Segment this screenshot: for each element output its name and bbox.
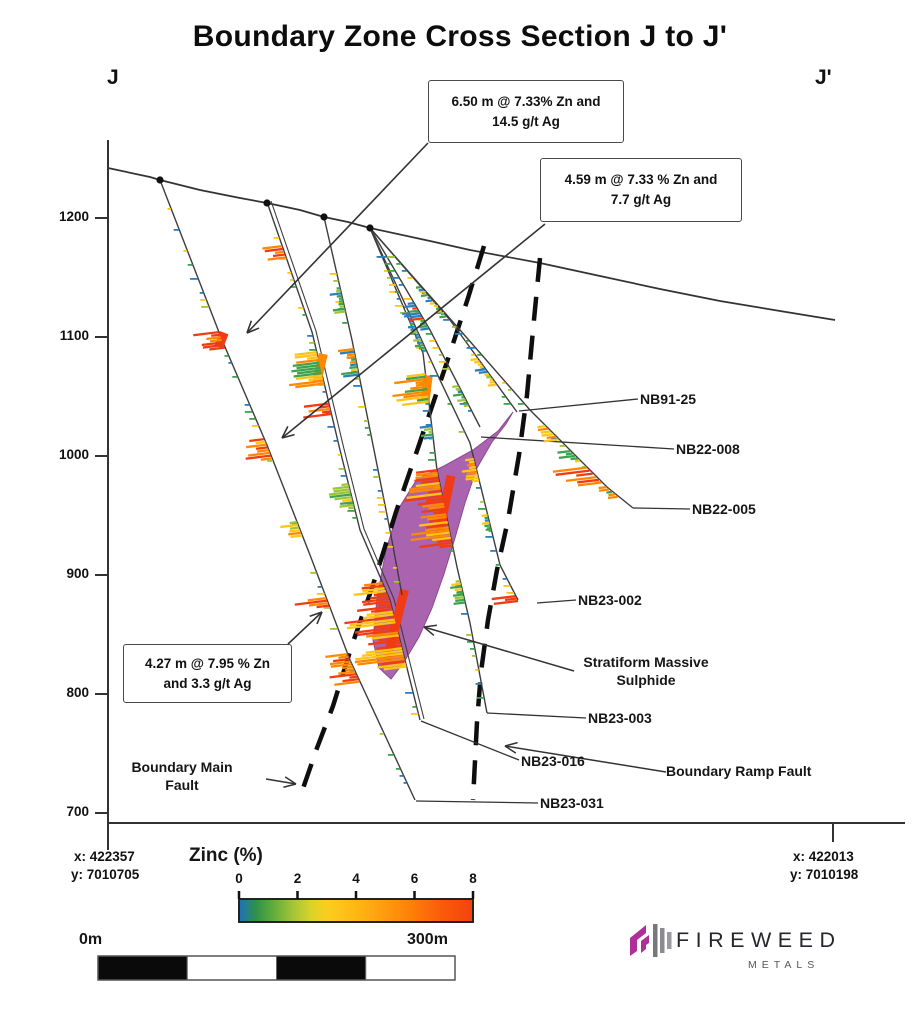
drillhole-leader-NB23-031 xyxy=(416,801,538,803)
assay-tick xyxy=(290,279,293,281)
assay-tick xyxy=(333,440,337,442)
assay-tick xyxy=(404,782,407,784)
assay-tick xyxy=(389,284,396,286)
elevation-tick-label: 700 xyxy=(66,804,89,819)
assay-bar xyxy=(482,514,488,517)
assay-tick xyxy=(411,713,418,715)
assay-tick xyxy=(471,354,475,356)
section-marker-j-prime: J' xyxy=(815,66,832,89)
fireweed-logo-subtitle: METALS xyxy=(748,959,820,971)
assay-tick xyxy=(225,355,229,357)
drillhole-leader-NB23-003 xyxy=(487,713,586,718)
stratiform-massive-sulphide-label xyxy=(558,653,734,689)
assay-tick xyxy=(358,406,365,408)
assay-annotation-line: 4.27 m @ 7.95 % Zn xyxy=(145,655,270,671)
drillhole-leader-NB22-008 xyxy=(481,437,674,449)
left-easting: x: 422357 xyxy=(74,849,135,864)
arrowhead xyxy=(283,784,296,787)
assay-bar xyxy=(337,295,342,298)
assay-annotation-line: and 3.3 g/t Ag xyxy=(163,675,252,691)
assay-bar xyxy=(478,363,482,366)
assay-tick xyxy=(432,347,438,349)
sulphide-label-line: Stratiform Massive xyxy=(583,654,709,670)
assay-annotation-box-3 xyxy=(123,644,292,703)
assay-bar xyxy=(338,303,343,306)
assay-tick xyxy=(392,277,399,279)
scalebar-segment xyxy=(98,956,187,980)
assay-tick xyxy=(387,256,395,258)
section-marker-j: J xyxy=(107,66,119,89)
assay-bar xyxy=(452,385,459,388)
assay-tick xyxy=(365,427,370,429)
assay-tick xyxy=(373,469,378,471)
assay-tick xyxy=(267,460,273,462)
assay-bar xyxy=(415,333,418,336)
assay-tick xyxy=(397,298,400,300)
assay-tick xyxy=(252,425,258,427)
arrowhead xyxy=(505,743,518,746)
assay-tick xyxy=(249,418,255,420)
assay-tick xyxy=(430,452,435,454)
left-northing: y: 7010705 xyxy=(71,867,140,882)
assay-bar xyxy=(290,526,299,529)
assay-bar xyxy=(470,358,478,361)
assay-bar xyxy=(410,323,414,326)
assay-tick xyxy=(439,361,446,363)
assay-annotation-line: 4.59 m @ 7.33 % Zn and xyxy=(564,172,718,188)
assay-tick xyxy=(387,277,391,279)
scalebar-segment xyxy=(277,956,366,980)
assay-tick xyxy=(496,564,500,566)
assay-tick xyxy=(396,768,400,770)
assay-tick xyxy=(395,305,403,307)
assay-bar xyxy=(456,580,461,583)
assay-bar xyxy=(255,441,265,444)
drillhole-collar xyxy=(366,224,373,231)
assay-tick xyxy=(387,546,393,548)
assay-bar xyxy=(413,339,421,342)
assay-tick xyxy=(385,263,391,265)
assay-bar xyxy=(453,393,463,396)
assay-tick xyxy=(388,754,394,756)
right-easting: x: 422013 xyxy=(793,849,854,864)
assay-tick xyxy=(470,648,475,650)
assay-tick xyxy=(339,468,345,470)
assay-annotation-line: 6.50 m @ 7.33% Zn and xyxy=(451,93,601,109)
assay-tick xyxy=(476,487,481,489)
assay-bar xyxy=(424,428,432,431)
boundary-ramp-fault-label: Boundary Ramp Fault xyxy=(666,763,812,779)
drillhole-label-NB23-031: NB23-031 xyxy=(540,795,604,811)
assay-bar xyxy=(541,433,553,437)
scalebar-segment xyxy=(366,956,455,980)
assay-tick xyxy=(518,403,524,405)
fireweed-logo-icon xyxy=(630,924,672,957)
elevation-tick-label: 800 xyxy=(66,685,89,700)
assay-tick xyxy=(342,322,348,324)
assay-tick xyxy=(395,291,399,293)
assay-tick xyxy=(352,517,356,519)
assay-tick xyxy=(435,305,438,307)
elevation-tick-label: 1100 xyxy=(59,328,89,343)
assay-bar xyxy=(268,256,287,261)
fireweed-logo-wordmark: FIREWEED xyxy=(676,928,842,952)
assay-bar xyxy=(488,529,491,532)
assay-bar xyxy=(489,381,494,384)
assay-bar xyxy=(485,519,489,522)
scalebar-start-label: 0m xyxy=(79,931,103,948)
assay-tick xyxy=(298,307,303,309)
elevation-tick-label: 1000 xyxy=(58,447,89,462)
assay-tick xyxy=(232,376,237,378)
assay-bar xyxy=(439,315,446,318)
assay-tick xyxy=(428,459,436,461)
drillhole-leader-NB22-005 xyxy=(633,508,690,509)
assay-tick xyxy=(168,208,171,210)
elevation-tick-label: 1200 xyxy=(58,209,89,224)
assay-tick xyxy=(274,237,279,239)
assay-tick xyxy=(367,434,371,436)
assay-bar xyxy=(336,290,341,293)
assay-tick xyxy=(327,426,334,428)
assay-tick xyxy=(461,613,468,615)
assay-bar xyxy=(537,425,545,428)
zinc-colorbar-tick-label: 4 xyxy=(352,871,360,886)
assay-tick xyxy=(302,314,305,316)
assay-tick xyxy=(430,375,438,377)
drillhole-collar xyxy=(263,199,270,206)
drillhole-label-NB23-003: NB23-003 xyxy=(588,710,652,726)
assay-tick xyxy=(393,567,397,569)
assay-bar xyxy=(408,302,414,305)
assay-tick xyxy=(429,340,435,342)
assay-bar xyxy=(598,486,606,489)
assay-bar xyxy=(566,452,573,455)
assay-tick xyxy=(317,593,325,595)
assay-tick xyxy=(338,454,341,456)
assay-tick xyxy=(408,277,413,279)
assay-tick xyxy=(379,256,387,258)
assay-bar xyxy=(479,371,488,374)
assay-tick xyxy=(502,396,506,398)
assay-bar xyxy=(453,601,465,605)
assay-tick xyxy=(388,270,395,272)
assay-bar xyxy=(482,522,490,525)
zinc-colorbar-tick-label: 6 xyxy=(410,871,419,886)
assay-bar xyxy=(461,396,464,399)
assay-bar xyxy=(340,305,345,308)
assay-tick xyxy=(200,299,206,301)
page-title: Boundary Zone Cross Section J to J' xyxy=(192,20,728,53)
assay-tick xyxy=(310,572,316,574)
assay-tick xyxy=(404,298,412,300)
assay-tick xyxy=(399,284,403,286)
annotation-arrow-3 xyxy=(288,612,322,644)
assay-bar xyxy=(474,479,479,482)
assay-tick xyxy=(333,280,338,282)
assay-bar xyxy=(458,391,462,394)
assay-tick xyxy=(423,410,430,412)
assay-tick xyxy=(364,420,368,422)
assay-bar xyxy=(457,399,466,402)
assay-tick xyxy=(459,431,465,433)
assay-tick xyxy=(475,669,478,671)
assay-tick xyxy=(384,270,388,272)
assay-tick xyxy=(468,410,471,412)
assay-annotation-line: 14.5 g/t Ag xyxy=(492,113,560,129)
right-northing: y: 7010198 xyxy=(790,867,859,882)
assay-bar xyxy=(348,506,354,509)
assay-bar xyxy=(484,517,488,520)
assay-bar xyxy=(484,524,490,527)
drillhole-label-NB22-005: NB22-005 xyxy=(692,501,756,517)
assay-tick xyxy=(477,697,484,699)
drillhole-leader-NB23-016 xyxy=(421,721,519,760)
assay-bar xyxy=(422,349,426,352)
assay-tick xyxy=(347,510,355,512)
assay-tick xyxy=(475,683,481,685)
assay-tick xyxy=(442,368,449,370)
assay-tick xyxy=(190,278,198,280)
boundary-main-fault-label xyxy=(108,758,256,794)
drillhole-label-NB23-002: NB23-002 xyxy=(578,592,642,608)
assay-tick xyxy=(560,445,565,447)
assay-tick xyxy=(504,403,511,405)
sulphide-leader-arrow xyxy=(424,627,574,671)
assay-tick xyxy=(426,333,432,335)
drillhole-label-NB22-008: NB22-008 xyxy=(676,441,740,457)
assay-bar xyxy=(408,325,415,328)
assay-tick xyxy=(174,229,179,231)
assay-tick xyxy=(441,312,444,314)
assay-tick xyxy=(201,306,209,308)
assay-bar xyxy=(487,527,491,530)
assay-bar xyxy=(339,300,343,303)
assay-tick xyxy=(480,501,484,503)
assay-tick xyxy=(200,292,204,294)
assay-bar xyxy=(350,363,357,366)
assay-tick xyxy=(380,733,384,735)
assay-tick xyxy=(428,361,431,363)
zinc-colorbar-tick-label: 0 xyxy=(235,871,243,886)
assay-tick xyxy=(455,333,463,335)
assay-tick xyxy=(373,476,379,478)
assay-tick xyxy=(469,347,475,349)
assay-tick xyxy=(330,273,337,275)
assay-annotation-box-1 xyxy=(428,80,624,143)
assay-bar xyxy=(427,297,430,300)
assay-bar xyxy=(341,483,348,486)
assay-annotation-box-2 xyxy=(540,158,742,222)
assay-tick xyxy=(452,326,457,328)
assay-tick xyxy=(478,508,486,510)
assay-tick xyxy=(425,403,429,405)
assay-tick xyxy=(318,586,322,588)
assay-tick xyxy=(420,291,426,293)
zinc-legend-title: Zinc (%) xyxy=(189,845,263,866)
fault-label-line: Fault xyxy=(165,777,199,794)
drillhole-collar xyxy=(320,213,327,220)
assay-bar xyxy=(538,428,548,431)
arrowhead xyxy=(424,625,437,627)
assay-tick xyxy=(323,391,326,393)
assay-bar xyxy=(420,327,429,330)
assay-bar xyxy=(337,287,341,290)
drillhole-collar xyxy=(156,176,163,183)
assay-bar xyxy=(541,430,551,433)
assay-bar xyxy=(412,307,417,310)
assay-tick xyxy=(485,536,493,538)
assay-tick xyxy=(377,497,384,499)
assay-tick xyxy=(353,385,361,387)
assay-bar xyxy=(275,251,284,254)
assay-tick xyxy=(443,319,449,321)
assay-bar xyxy=(339,297,343,300)
assay-tick xyxy=(466,634,472,636)
assay-bar xyxy=(606,491,612,494)
assay-tick xyxy=(228,362,231,364)
assay-tick xyxy=(245,404,250,406)
assay-tick xyxy=(507,592,514,594)
assay-tick xyxy=(447,403,450,405)
drillhole-trace-NB22-005 xyxy=(370,228,633,508)
assay-tick xyxy=(386,532,391,534)
assay-bar xyxy=(416,286,421,289)
scalebar-segment xyxy=(187,956,276,980)
assay-tick xyxy=(502,382,505,384)
assay-tick xyxy=(378,490,382,492)
zinc-colorbar-tick-label: 2 xyxy=(293,871,302,886)
annotation-arrow-2 xyxy=(282,224,545,438)
zinc-colorbar-tick-label: 8 xyxy=(469,871,477,886)
assay-bar xyxy=(608,493,615,496)
assay-annotation-line: 7.7 g/t Ag xyxy=(610,192,672,207)
assay-bar xyxy=(402,401,429,407)
assay-tick xyxy=(490,550,496,552)
assay-bar xyxy=(575,460,580,463)
assay-bar xyxy=(350,361,357,364)
assay-tick xyxy=(183,250,187,252)
assay-bar xyxy=(490,378,493,381)
assay-tick xyxy=(477,354,481,356)
assay-tick xyxy=(400,775,404,777)
assay-tick xyxy=(503,578,507,580)
assay-bar xyxy=(428,431,432,434)
assay-tick xyxy=(384,518,387,520)
assay-tick xyxy=(412,706,416,708)
assay-tick xyxy=(309,342,314,344)
elevation-tick-label: 900 xyxy=(66,566,89,581)
assay-bar xyxy=(480,366,484,369)
assay-tick xyxy=(188,264,193,266)
scalebar-end-label: 300m xyxy=(407,931,448,948)
assay-bar xyxy=(430,302,435,305)
assay-tick xyxy=(287,272,291,274)
assay-tick xyxy=(472,655,476,657)
assay-bar xyxy=(474,361,480,364)
fault-label-line: Boundary Main xyxy=(131,759,233,775)
assay-bar xyxy=(488,383,497,386)
assay-tick xyxy=(503,585,510,587)
assay-tick xyxy=(394,581,399,583)
assay-tick xyxy=(307,335,312,337)
boundary-ramp-fault-line xyxy=(473,258,540,800)
assay-tick xyxy=(402,270,407,272)
assay-bar xyxy=(463,402,467,405)
assay-bar xyxy=(425,299,432,302)
sulphide-label-line: Sulphide xyxy=(616,672,676,689)
assay-tick xyxy=(379,511,386,513)
assay-tick xyxy=(465,340,469,342)
drillhole-label-NB91-25: NB91-25 xyxy=(640,391,697,407)
assay-tick xyxy=(508,389,512,391)
assay-tick xyxy=(309,349,316,351)
drillhole-label-NB23-016: NB23-016 xyxy=(521,753,585,769)
assay-tick xyxy=(341,475,347,477)
drillhole-leader-NB23-002 xyxy=(537,600,576,603)
assay-tick xyxy=(378,504,385,506)
assay-tick xyxy=(330,628,338,630)
assay-tick xyxy=(405,692,413,694)
assay-tick xyxy=(396,263,401,265)
assay-tick xyxy=(245,411,253,413)
assay-bar xyxy=(455,588,463,591)
assay-tick xyxy=(439,354,442,356)
assay-bar xyxy=(421,294,428,297)
assay-tick xyxy=(449,550,454,552)
zinc-colorbar xyxy=(239,899,473,922)
drillhole-leader-NB91-25 xyxy=(519,399,638,411)
